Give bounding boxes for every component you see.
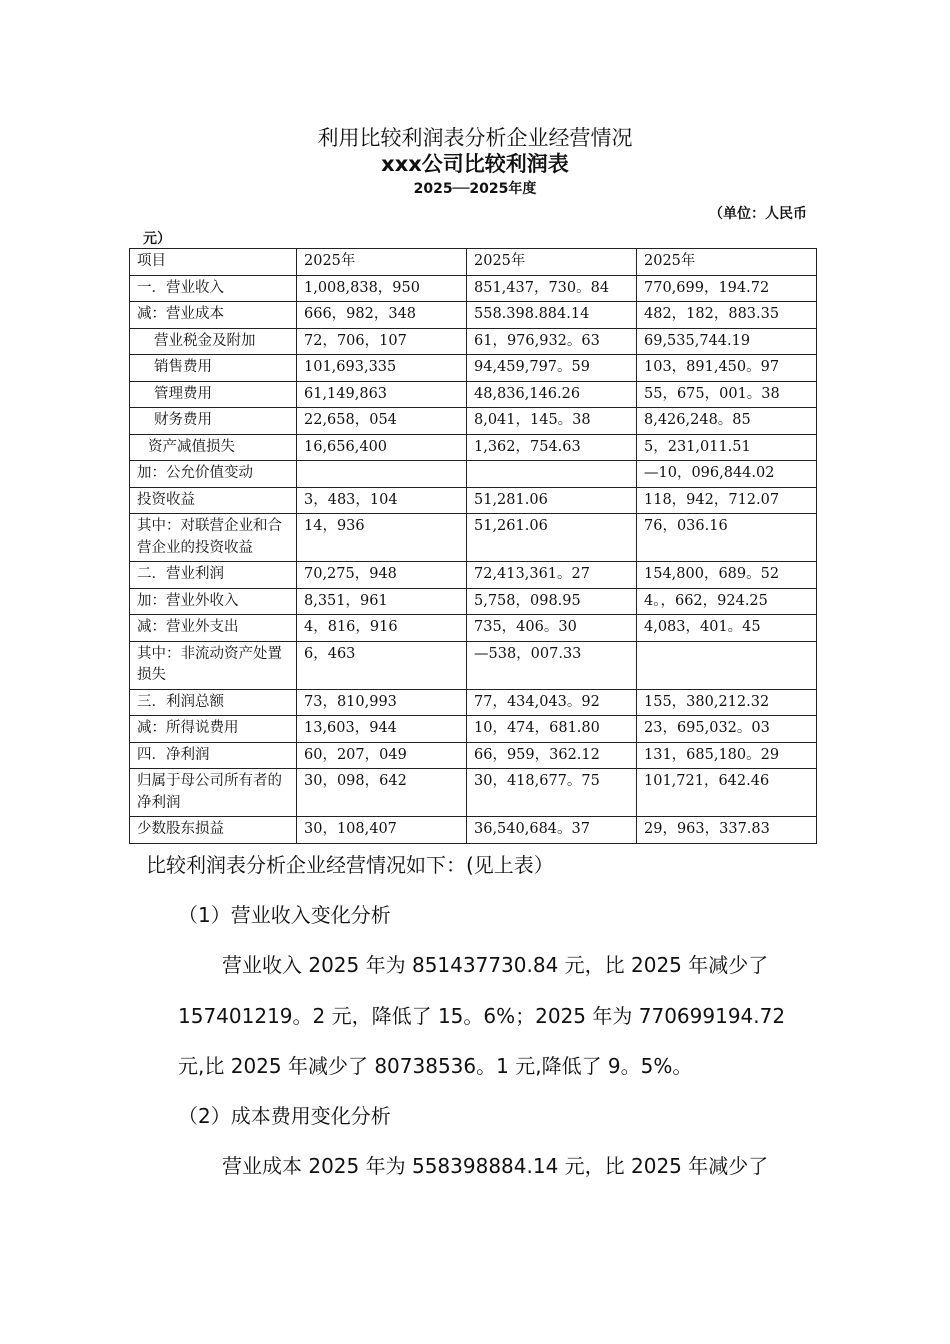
table-row (130, 514, 817, 562)
unit-label-line1: （单位：人民币 (709, 206, 807, 222)
row-label: 二．营业利润 (130, 562, 297, 589)
table-cell: 1,362，754.63 (467, 434, 637, 461)
row-label: 三．利润总额 (130, 689, 297, 716)
table-cell (467, 461, 637, 488)
table-cell: 13,603，944 (297, 716, 467, 743)
period-label: 2025──2025年度 (413, 181, 537, 197)
table-cell: 61，976,932。63 (467, 328, 637, 355)
table-cell: 6，463 (297, 641, 467, 689)
table-cell: 3，483，104 (297, 487, 467, 514)
table-cell: 72，706，107 (297, 328, 467, 355)
table-cell: 29，963，337.83 (637, 817, 817, 844)
table-cell: 735，406。30 (467, 615, 637, 642)
table-cell: 8,041，145。38 (467, 408, 637, 435)
table-cell: 4,083，401。45 (637, 615, 817, 642)
table-cell: 101,721，642.46 (637, 769, 817, 817)
revenue-paragraph-line3: 元,比 2025 年减少了 80738536。1 元,降低了 9。5%。 (178, 1054, 693, 1078)
table-cell: 666，982，348 (297, 302, 467, 329)
table-row (130, 275, 817, 302)
table-row (130, 302, 817, 329)
table-cell: 1,008,838，950 (297, 275, 467, 302)
table-row (130, 641, 817, 689)
table-cell: 4。，662，924.25 (637, 588, 817, 615)
table-cell: 48,836,146.26 (467, 381, 637, 408)
table-row (130, 817, 817, 844)
table-cell: 155，380,212.32 (637, 689, 817, 716)
row-label: 销售费用 (130, 355, 297, 382)
table-cell: 14，936 (297, 514, 467, 562)
table-row (130, 328, 817, 355)
table-cell: 77，434,043。92 (467, 689, 637, 716)
table-cell: 8,351，961 (297, 588, 467, 615)
row-label: 加：公允价值变动 (130, 461, 297, 488)
table-cell: 101,693,335 (297, 355, 467, 382)
table-header-row (130, 249, 817, 276)
table-cell: 4，816，916 (297, 615, 467, 642)
table-cell: 851,437，730。84 (467, 275, 637, 302)
cost-paragraph-line1: 营业成本 2025 年为 558398884.14 元，比 2025 年减少了 (222, 1154, 769, 1178)
table-cell: 55，675，001。38 (637, 381, 817, 408)
section-heading-revenue: （1）营业收入变化分析 (178, 903, 391, 927)
revenue-paragraph-line1: 营业收入 2025 年为 851437730.84 元，比 2025 年减少了 (222, 953, 769, 977)
table-cell: 60，207，049 (297, 742, 467, 769)
row-label: 少数股东损益 (130, 817, 297, 844)
header-cell: 2025年 (467, 249, 637, 276)
income-statement-table (129, 248, 817, 844)
row-label: 投资收益 (130, 487, 297, 514)
table-cell: 5,758，098.95 (467, 588, 637, 615)
table-row (130, 461, 817, 488)
analysis-intro: 比较利润表分析企业经营情况如下：(见上表） (146, 853, 554, 877)
table-cell: 30，418,677。75 (467, 769, 637, 817)
table-row (130, 562, 817, 589)
table-cell: 94,459,797。59 (467, 355, 637, 382)
table-cell: 30，108,407 (297, 817, 467, 844)
table-row (130, 742, 817, 769)
table-cell: 558.398.884.14 (467, 302, 637, 329)
section-heading-cost: （2）成本费用变化分析 (178, 1104, 391, 1128)
table-cell: 118，942，712.07 (637, 487, 817, 514)
table-cell: 61,149,863 (297, 381, 467, 408)
table-cell: 770,699，194.72 (637, 275, 817, 302)
table-cell: 51,281.06 (467, 487, 637, 514)
table-row (130, 381, 817, 408)
table-cell: 16,656,400 (297, 434, 467, 461)
table-cell: 131，685,180。29 (637, 742, 817, 769)
row-label: 其中：非流动资产处置损失 (130, 641, 297, 689)
header-cell: 2025年 (637, 249, 817, 276)
table-cell: 103，891,450。97 (637, 355, 817, 382)
table-cell: 10，474，681.80 (467, 716, 637, 743)
header-cell: 项目 (130, 249, 297, 276)
table-row (130, 408, 817, 435)
row-label: 四．净利润 (130, 742, 297, 769)
table-row (130, 615, 817, 642)
table-cell: 23，695,032。03 (637, 716, 817, 743)
row-label: 减：所得说费用 (130, 716, 297, 743)
table-row (130, 689, 817, 716)
row-label: 加：营业外收入 (130, 588, 297, 615)
table-cell (297, 461, 467, 488)
row-label: 减：营业外支出 (130, 615, 297, 642)
row-label: 资产减值损失 (130, 434, 297, 461)
table-cell: 36,540,684。37 (467, 817, 637, 844)
doc-title: 利用比较利润表分析企业经营情况 (317, 126, 633, 150)
table-title: xxx公司比较利润表 (381, 152, 569, 176)
row-label: 管理费用 (130, 381, 297, 408)
table-cell: 66，959，362.12 (467, 742, 637, 769)
table-row (130, 434, 817, 461)
table-cell: 8,426,248。85 (637, 408, 817, 435)
table-row (130, 487, 817, 514)
row-label: 营业税金及附加 (130, 328, 297, 355)
table-cell: 30，098，642 (297, 769, 467, 817)
header-cell: 2025年 (297, 249, 467, 276)
table-cell: —10，096,844.02 (637, 461, 817, 488)
table-row (130, 588, 817, 615)
table-cell: —538，007.33 (467, 641, 637, 689)
row-label: 财务费用 (130, 408, 297, 435)
row-label: 其中：对联营企业和合营企业的投资收益 (130, 514, 297, 562)
table-cell: 154,800，689。52 (637, 562, 817, 589)
table-row (130, 355, 817, 382)
table-cell: 72,413,361。27 (467, 562, 637, 589)
revenue-paragraph-line2: 157401219。2 元，降低了 15。6%；2025 年为 770699194.72 (178, 1004, 786, 1028)
table-cell: 70,275，948 (297, 562, 467, 589)
row-label: 一．营业收入 (130, 275, 297, 302)
table-cell: 482，182，883.35 (637, 302, 817, 329)
table-row (130, 769, 817, 817)
table-cell: 5，231,011.51 (637, 434, 817, 461)
table-cell (637, 641, 817, 689)
table-row (130, 716, 817, 743)
unit-label-line2: 元） (143, 231, 171, 247)
row-label: 减：营业成本 (130, 302, 297, 329)
table-cell: 76，036.16 (637, 514, 817, 562)
table-cell: 51,261.06 (467, 514, 637, 562)
table-cell: 73，810,993 (297, 689, 467, 716)
table-cell: 69,535,744.19 (637, 328, 817, 355)
row-label: 归属于母公司所有者的净利润 (130, 769, 297, 817)
table-cell: 22,658，054 (297, 408, 467, 435)
